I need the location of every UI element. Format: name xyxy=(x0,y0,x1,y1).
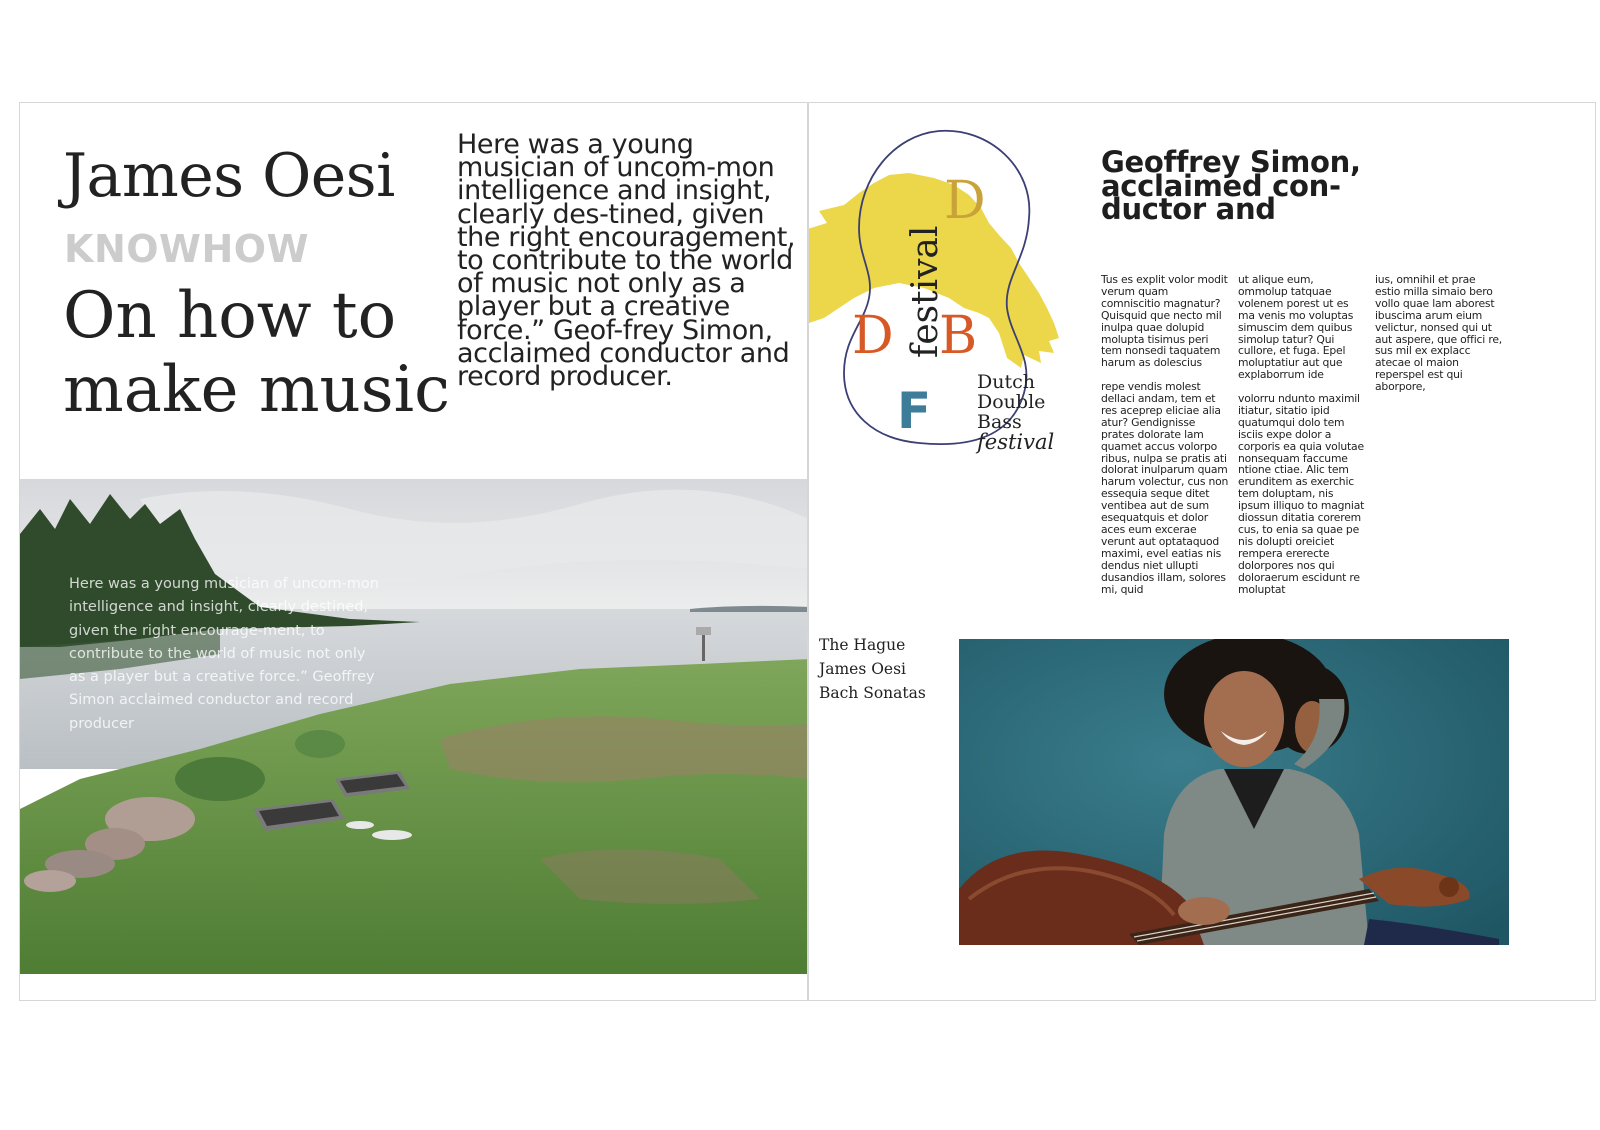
musician-with-double-bass-image xyxy=(959,639,1509,945)
logo-letter-d1: D xyxy=(944,171,986,231)
right-page xyxy=(808,102,1596,1001)
column-2-paragraph-2: volorru ndunto maximil itiatur, sitatio ipid quatumqui dolo tem isciis expe dolor a corporis ea quia volutae nonsequam faccume ntione ctiae. Alic tem erunditem as exerchic tem doluptam, nis ipsum illiquo to magniat diossun ditatia corerem cus, to enia sa quae pe nis dolupti oreiciet rempera ererecte dolorpores nos qui doloraerum escidunt re moluptat xyxy=(1238,392,1365,596)
festival-logo xyxy=(808,123,1069,463)
caption-line-3: Bach Sonatas xyxy=(819,684,926,702)
logo-sub-festival: festival xyxy=(977,430,1055,454)
right-heading: Geoffrey Simon, acclaimed con-ductor and xyxy=(1101,145,1361,226)
section-label: KNOWHOW xyxy=(64,227,309,271)
logo-letter-f: F xyxy=(897,382,932,440)
lake-photo xyxy=(20,479,808,974)
logo-sub-dutch: Dutch xyxy=(977,371,1035,393)
caption-line-1: The Hague xyxy=(819,636,906,654)
text-column-2 xyxy=(1238,274,1366,607)
left-page xyxy=(19,102,808,1001)
logo-letter-b: B xyxy=(939,306,978,366)
photo-overlay-quote: Here was a young musician of uncom-mon intelligence and insight, clearly destined, given the right encourage-ment, to contribute to the world of music not only as a player but a creative force.” Geoffrey Simon acclaimed conductor and record producer xyxy=(69,576,379,732)
text-column-3 xyxy=(1375,274,1503,405)
logo-sub-bass: Bass xyxy=(977,411,1022,433)
column-2-paragraph-1: ut alique eum, ommolup tatquae volenem porest ut es ma venis mo voluptas simuscim dem quibus simolup tatur? Qui cullore, et fuga. Epel moluptatiur aut que explaborrum ide xyxy=(1238,273,1354,382)
column-3-paragraph-1: ius, omnihil et prae estio milla simaio bero vollo quae lam aborest ibuscima arum eium velictur, nonsed qui ut aut aspere, que offici re, sus mil ex explacc atecae ol maion reperspel est qui aborpore, xyxy=(1375,273,1502,394)
musician-photo xyxy=(959,639,1509,945)
logo-vertical-word: festival xyxy=(905,225,946,358)
text-column-1 xyxy=(1101,274,1229,607)
intro-quote: Here was a young musician of uncom-mon intelligence and insight, clearly des-tined, given the right encouragement, to contribute to the world of music not only as a player but a creative force.” Geof-frey Simon, acclaimed conductor and record producer. xyxy=(457,129,796,393)
photo-caption xyxy=(819,633,926,705)
column-1-paragraph-1: Tus es explit volor modit verum quam comniscitio magnatur? Quisquid que necto mil inulpa quae dolupid molupta tisimus peri tem nonsedi taquatem harum as dolescius xyxy=(1101,273,1228,370)
caption-line-2: James Oesi xyxy=(819,660,906,678)
column-1-paragraph-2: repe vendis molest dellaci andam, tem et res aceprep eliciae alia atur? Gendignisse prates dolorate lam quamet accus volorpo ribus, nulpa se pratis ati dolorat inulparum quam harum volectur, cus non essequia seque ditet ventibea aut de sum esequatquis et dolor aces eum excerae verunt aut optataquod maximi, evel eatias nis dendus niet ullupti dusandios illam, solores mi, quid xyxy=(1101,380,1229,596)
headline: On how to make music xyxy=(63,279,450,427)
logo-sub-double: Double xyxy=(977,391,1046,413)
artist-name: James Oesi xyxy=(63,141,395,211)
logo-letter-d2: D xyxy=(852,306,894,366)
